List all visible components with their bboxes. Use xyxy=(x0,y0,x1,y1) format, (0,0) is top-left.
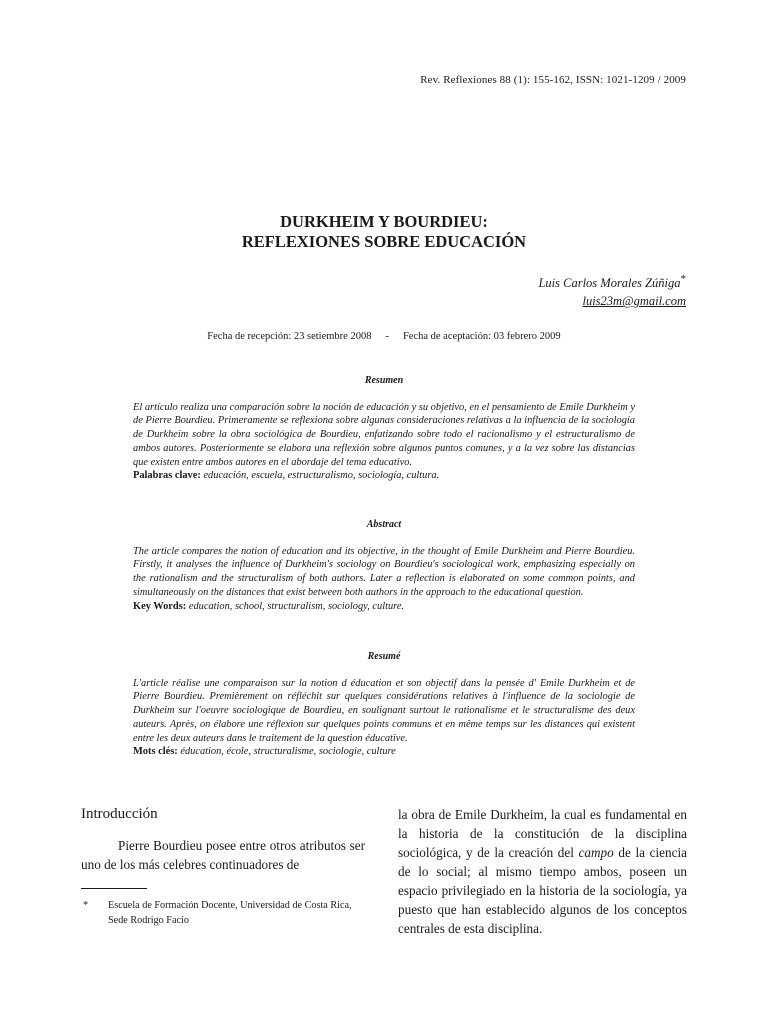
author-name: Luis Carlos Morales Zúñiga xyxy=(538,276,681,291)
author-name-line xyxy=(538,270,686,292)
keywords-value: éducation, école, structuralisme, sociologie, culture xyxy=(180,746,396,758)
journal-citation: Rev. Reflexiones 88 (1): 155-162, ISSN: 1021-1209 / 2009 xyxy=(420,74,686,86)
abstract-english xyxy=(133,518,635,613)
submission-dates xyxy=(0,331,768,342)
footnote-divider xyxy=(81,888,147,889)
received-date: Fecha de recepción: 23 setiembre 2008 xyxy=(207,331,372,342)
keywords xyxy=(133,469,635,483)
body-text-segment: la obra de Emile Durkheim, la cual es fundamental en la historia de la constitución de la disciplina sociológica, y de la creación del xyxy=(398,807,687,860)
body-text-segment: de la ciencia de lo social; al mismo tiempo ambos, poseen un espacio privilegiado en la historia de la sociología, ya puesto que han establecido algunos de los conceptos centrales de esta disciplina. xyxy=(398,845,687,936)
body-paragraph: Pierre Bourdieu posee entre otros atributos ser uno de los más celebres continuadores de xyxy=(81,838,365,872)
footnote-mark: * xyxy=(83,900,89,911)
accepted-date: Fecha de aceptación: 03 febrero 2009 xyxy=(402,331,561,342)
abstract-spanish xyxy=(133,374,635,483)
author-footnote-mark: * xyxy=(680,273,686,285)
abstract-heading: Abstract xyxy=(366,519,402,530)
title-line-1: DURKHEIM Y BOURDIEU: xyxy=(280,212,488,231)
title-line-2: REFLEXIONES SOBRE EDUCACIÓN xyxy=(241,232,527,251)
abstract-text: El artículo realiza una comparación sobre la noción de educación y su objetivo, en el pensamiento de Emile Durkheim y de Pierre Bourdieu. Primeramente se reflexiona sobre algunas consideraciones relativas a la influencia de la sociología de Durkheim sobre la obra sociológica de Bourdieu, enfatizando sobre todo el racionalismo y el estructuralismo de ambos autores. Posteriormente se elabora una reflexión sobre algunos puntos comunes, y a la vez sobre las distancias que existen entre ambos autores en el abordaje del tema educativo. xyxy=(133,401,635,468)
body-column-left xyxy=(81,806,365,874)
author-email-link[interactable]: luis23m@gmail.com xyxy=(582,294,686,309)
abstract-heading: Resumé xyxy=(367,651,401,662)
body-column-right xyxy=(398,805,687,938)
keywords-label: Key Words: xyxy=(133,600,187,612)
article-title xyxy=(0,212,768,252)
abstract-text: The article compares the notion of education and its objective, in the thought of Emile Durkheim and Pierre Bourdieu. Firstly, it analyses the influence of Durkheim's sociology on Bourdieu's sociological work, emphasizing especially on the rationalism and the structuralism of both authors. Later a reflection is elaborated on some common points, and simultaneously on the distances that exist between both authors in the approach to the educational question. xyxy=(133,545,635,598)
section-heading-introduccion: Introducción xyxy=(81,806,158,822)
footnote-text: Escuela de Formación Docente, Universidad de Costa Rica, Sede Rodrigo Facio xyxy=(108,900,352,926)
keywords-label: Palabras clave: xyxy=(133,470,201,482)
body-paragraph-continued xyxy=(398,805,687,938)
keywords xyxy=(133,745,635,759)
author-block xyxy=(538,270,686,310)
keywords xyxy=(133,600,635,614)
footnote xyxy=(81,898,371,928)
date-separator: - xyxy=(385,331,389,342)
keywords-value: education, school, structuralism, sociology, culture. xyxy=(188,600,405,612)
keywords-label: Mots clés: xyxy=(133,746,178,758)
abstract-text: L'article réalise une comparaison sur la notion d éducation et son objectif dans la pensée d' Emile Durkheim et de Pierre Bourdieu. Premièrement on réfléchit sur quelques considérations relatives à l'influence de la sociologie de Durkheim sur l'oeuvre sociologique de Bourdieu, en soulignant surtout le rationalisme et le structuralisme des deux auteurs. Après, on élabore une réflexion sur quelques points communs et en même temps sur les distances qui existent entre les deux auteurs dans le traitement de la question éducative. xyxy=(133,677,635,744)
keywords-value: educación, escuela, estructuralismo, sociología, cultura. xyxy=(203,470,440,482)
body-italic-term: campo xyxy=(578,845,614,860)
abstract-heading: Resumen xyxy=(364,375,404,386)
abstract-french xyxy=(133,650,635,759)
